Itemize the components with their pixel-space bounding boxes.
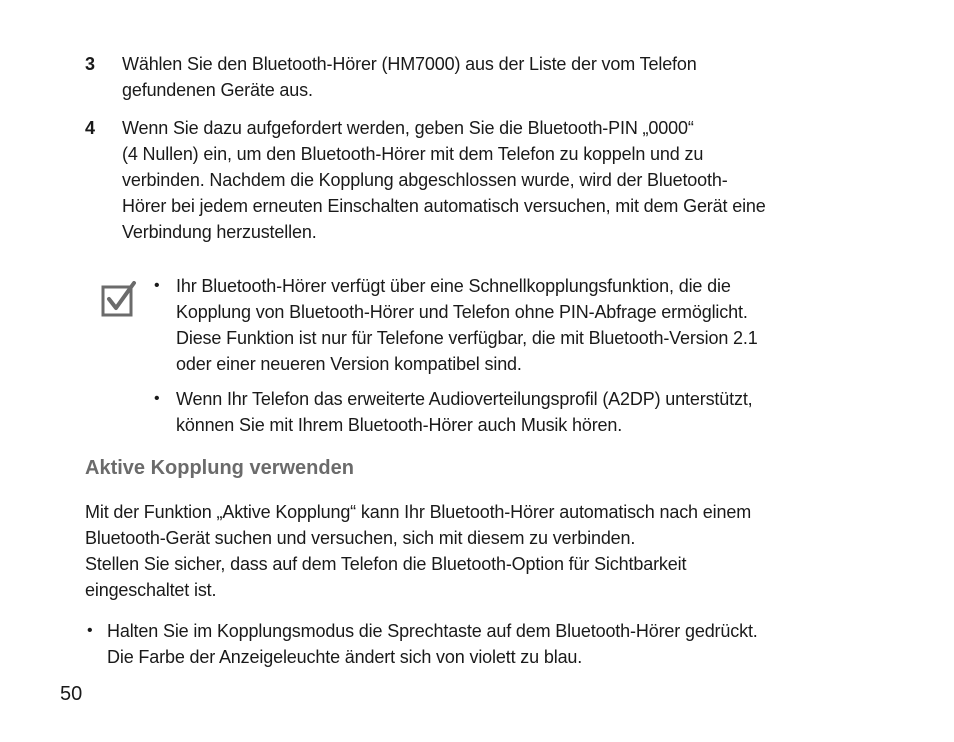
checkbox-icon: [101, 281, 137, 317]
step-text-line: Verbindung herzustellen.: [122, 222, 317, 242]
paragraph-line: Bluetooth-Gerät suchen und versuchen, sich mit diesem zu verbinden.: [85, 528, 636, 548]
step-text-line: gefundenen Geräte aus.: [122, 80, 313, 100]
step-text-line: verbinden. Nachdem die Kopplung abgeschlossen wurde, wird der Bluetooth-: [122, 170, 728, 190]
bullet-marker: •: [87, 622, 93, 639]
section-bullet-line: Die Farbe der Anzeigeleuchte ändert sich von violett zu blau.: [107, 647, 583, 667]
note-bullet-line: Diese Funktion ist nur für Telefone verfügbar, die mit Bluetooth-Version 2.1: [176, 328, 758, 348]
step-text-line: Wählen Sie den Bluetooth-Hörer (HM7000) aus der Liste der vom Telefon: [122, 54, 697, 74]
bullet-marker: •: [154, 277, 160, 294]
note-bullet-line: Kopplung von Bluetooth-Hörer und Telefon ohne PIN-Abfrage ermöglicht.: [176, 302, 748, 322]
step-text-line: (4 Nullen) ein, um den Bluetooth-Hörer mit dem Telefon zu koppeln und zu: [122, 144, 704, 164]
paragraph-line: Stellen Sie sicher, dass auf dem Telefon die Bluetooth-Option für Sichtbarkeit: [85, 554, 687, 574]
bullet-marker: •: [154, 390, 160, 407]
section-heading: Aktive Kopplung verwenden: [85, 457, 354, 479]
note-bullet-line: Wenn Ihr Telefon das erweiterte Audioverteilungsprofil (A2DP) unterstützt,: [176, 389, 753, 409]
section-bullet-line: Halten Sie im Kopplungsmodus die Sprechtaste auf dem Bluetooth-Hörer gedrückt.: [107, 621, 758, 641]
note-bullet-line: oder einer neueren Version kompatibel sind.: [176, 354, 522, 374]
paragraph-line: eingeschaltet ist.: [85, 580, 217, 600]
step-number: 3: [85, 54, 96, 74]
paragraph-line: Mit der Funktion „Aktive Kopplung“ kann Ihr Bluetooth-Hörer automatisch nach einem: [85, 502, 752, 522]
page-number: 50: [60, 683, 83, 705]
step-text-line: Wenn Sie dazu aufgefordert werden, geben Sie die Bluetooth-PIN „0000“: [122, 118, 694, 138]
note-bullet-line: Ihr Bluetooth-Hörer verfügt über eine Schnellkopplungsfunktion, die die: [176, 276, 731, 296]
note-bullet-line: können Sie mit Ihrem Bluetooth-Hörer auch Musik hören.: [176, 415, 623, 435]
step-number: 4: [85, 118, 96, 138]
step-text-line: Hörer bei jedem erneuten Einschalten automatisch versuchen, mit dem Gerät eine: [122, 196, 766, 216]
